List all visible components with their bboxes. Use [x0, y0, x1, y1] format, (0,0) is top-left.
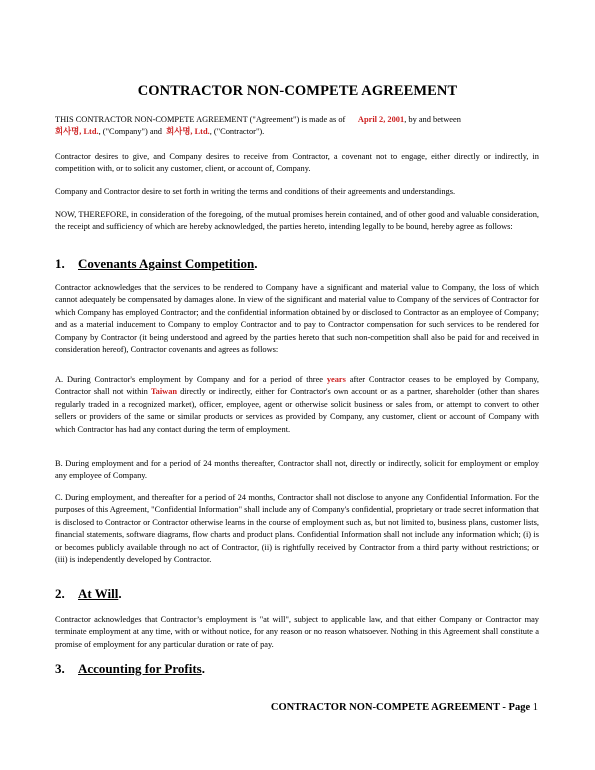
- paragraph-desire: Contractor desires to give, and Company desires to receive from Contractor, a covenant not to engage, either directly or indirectly, in competition with, or to solicit any customer, client, or account of, Company.: [55, 152, 539, 174]
- clause-a-text-2: after Contractor ceases to be employed by Company, Contractor shall not within: [55, 375, 539, 397]
- section-3-number: 3.: [55, 661, 65, 676]
- footer-label: CONTRACTOR NON-COMPETE AGREEMENT - Page: [270, 702, 531, 713]
- paragraph-now-therefore: NOW, THEREFORE, in consideration of the foregoing, of the mutual promises herein contained, and of other good and valuable consideration, the receipt and sufficiency of which are hereby acknowledged, the parties hereto, intending legally to be bound, hereby agree as follows:: [55, 210, 539, 232]
- section-1-heading: [55, 256, 258, 272]
- section-2-body: Contractor acknowledges that Contractor’s employment is "at will", subject to applicable law, and that either Company or Contractor may terminate employment at any time, with or without notice, for any reason or no reason whatsoever. Nothing in this Agreement shall constitute a promise of employment for any particular duration or rate of pay.: [55, 615, 539, 649]
- section-1-clause-a: [55, 374, 539, 436]
- clause-a-text-1: A. During Contractor's employment by Company and for a period of three: [55, 375, 324, 384]
- section-3-period: .: [201, 661, 205, 676]
- section-3-title: Accounting for Profits: [78, 661, 202, 676]
- intro-text-1: THIS CONTRACTOR NON-COMPETE AGREEMENT ("Agreement") is made as of: [55, 115, 346, 124]
- section-1-clause-b: B. During employment and for a period of 24 months thereafter, Contractor shall not, directly or indirectly, solicit for employment or employ any employee of Company.: [55, 459, 539, 481]
- section-1-number: 1.: [55, 256, 65, 271]
- page-footer: [271, 702, 538, 713]
- section-2-period: .: [118, 586, 122, 601]
- agreement-date: April 2, 2001: [357, 115, 405, 124]
- section-3-heading: [55, 661, 205, 677]
- page-number: 1: [532, 702, 538, 713]
- section-1-title: Covenants Against Competition: [78, 256, 255, 271]
- clause-a-taiwan: Taiwan: [150, 387, 178, 397]
- intro-text-3: , ("Company") and: [98, 127, 162, 137]
- intro-text-4: , ("Contractor").: [209, 127, 265, 137]
- intro-text-2: , by and between: [404, 115, 461, 124]
- contractor-name: 회사명, Ltd.: [166, 127, 210, 137]
- document-title: CONTRACTOR NON-COMPETE AGREEMENT: [137, 83, 458, 99]
- section-2-title: At Will: [78, 586, 119, 601]
- section-1-period: .: [254, 256, 258, 271]
- section-1-body: Contractor acknowledges that the services to be rendered to Company have a significant and material value to Company, the loss of which cannot adequately be compensated by damages alone. In view of the significant and material value to Company of the services of Contractor for which Company has employed Contractor; and the confidential information obtained by or disclosed to Contractor as an employee of Company; and as a material inducement to Company to employ Contractor and to pay to Contractor compensation for such services to be rendered for Company by Contractor (it being understood and agreed by the parties hereto that such non-competition shall also be paid for and received in consideration hereof), Contractor covenants and agrees as follows:: [55, 283, 540, 355]
- paragraph-writing: Company and Contractor desire to set forth in writing the terms and conditions of their agreements and understandings.: [55, 187, 456, 196]
- clause-a-text-3: directly or indirectly, either for Contractor's own account or as a partner, shareholder (other than shares regularly traded in a recognized market), officer, employee, agent or otherwise solicit business or sales from, or attempt to convert to other sellers or providers of the same or similar products or services as provided by Company, any customer, client or account of Company with which Contractor has had any contact during the term of employment.: [55, 387, 540, 434]
- company-name: 회사명, Ltd.: [55, 127, 99, 137]
- clause-a-years: years: [326, 375, 346, 384]
- section-2-number: 2.: [55, 586, 65, 601]
- section-1-clause-c: C. During employment, and thereafter for a period of 24 months, Contractor shall not disclose to anyone any Confidential Information. For the purposes of this Agreement, "Confidential Information" shall include any of Company's confidential, proprietary or trade secret information that is disclosed to Contractor or Contractor otherwise learns in the course of employment such as, but not limited to, business plans, customer lists, financial statements, software diagrams, flow charts and product plans. Confidential Information shall not include any information which; (i) is or becomes publicly available through no act of Contractor, (ii) is rightfully received by Contractor from a third party without restrictions; or (iii) is independently developed by Contractor.: [55, 493, 539, 565]
- intro-paragraph: [55, 114, 539, 139]
- section-2-heading: [55, 586, 122, 602]
